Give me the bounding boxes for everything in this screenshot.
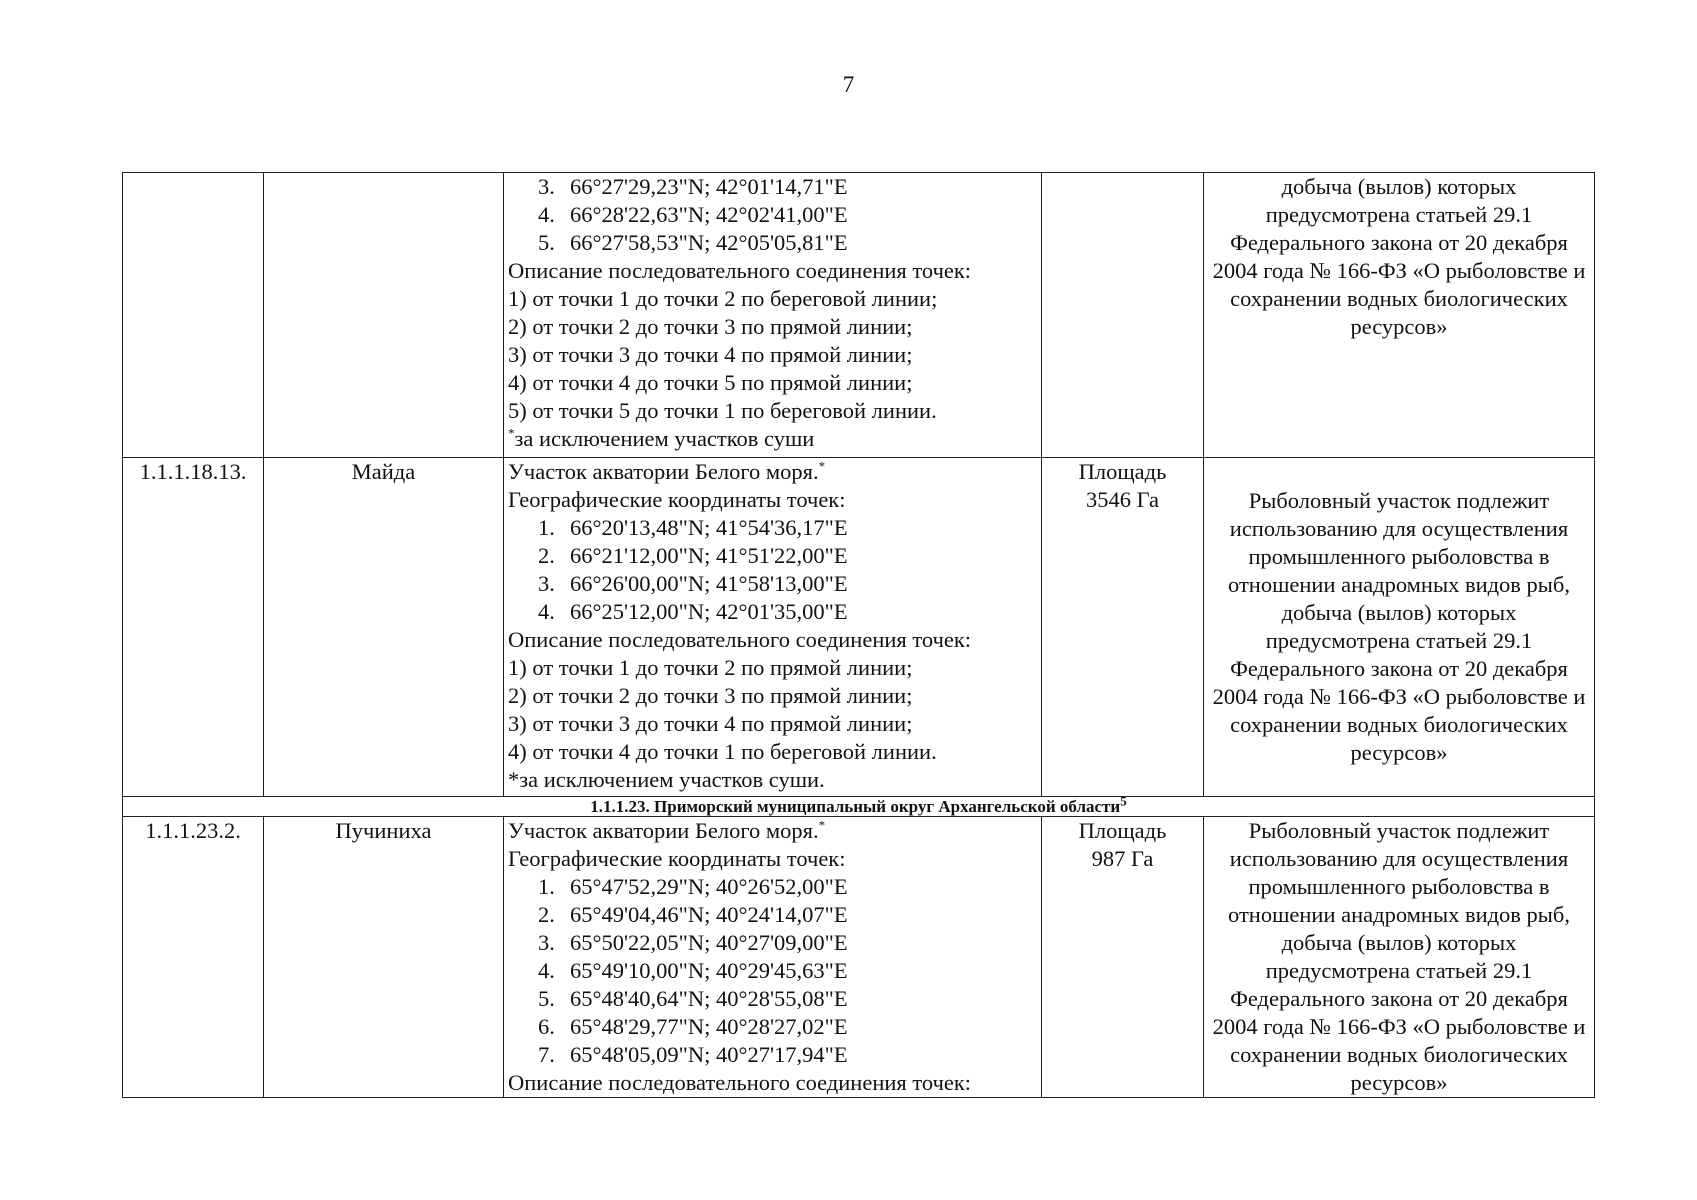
connection-line: 1) от точки 1 до точки 2 по прямой линии;: [508, 655, 913, 680]
point-number: 4.: [538, 958, 555, 983]
coordinate-list: [508, 514, 1037, 626]
point-coordinates: 65°47'52,29"N; 40°26'52,00"E: [570, 874, 848, 899]
section-header-row: [123, 797, 1595, 817]
table-row: [123, 458, 1595, 797]
point-number: 3.: [538, 174, 555, 199]
point-coordinates: 65°50'22,05"N; 40°27'09,00"E: [570, 930, 848, 955]
note-text: за исключением участков суши: [514, 426, 815, 451]
coordinate-list: [508, 873, 1037, 1069]
coordinates-header: Географические координаты точек:: [508, 487, 846, 512]
section-title-text: 1.1.1.23. Приморский муниципальный округ Архангельской области: [590, 797, 1121, 816]
connection-line: 4) от точки 4 до точки 5 по прямой линии;: [508, 370, 913, 395]
table-row: [123, 817, 1595, 1098]
area-size: [1042, 173, 1204, 458]
intro-text: Участок акватории Белого моря.: [508, 818, 819, 843]
area-purpose: Рыболовный участок подлежит использованию для осуществления промышленного рыболовства в отношении анадромных видов рыб, добыча (вылов) которых предусмотрена статьей 29.1 Федерального закона от 20 декабря 2004 года № 166-ФЗ «О рыболовстве и сохранении водных биологических ресурсов»: [1204, 817, 1595, 1098]
point-number: 4.: [538, 599, 555, 624]
section-title: [123, 793, 1595, 817]
coordinate-point: [508, 514, 1037, 542]
section-footnote: 5: [1120, 793, 1127, 809]
connection-line: 3) от точки 3 до точки 4 по прямой линии;: [508, 342, 913, 367]
point-number: 1.: [538, 515, 555, 540]
point-coordinates: 66°25'12,00"N; 42°01'35,00"E: [570, 599, 848, 624]
coordinate-point: [508, 542, 1037, 570]
coordinate-point: [508, 901, 1037, 929]
intro-mark: *: [818, 458, 826, 474]
area-name: [264, 173, 504, 458]
point-number: 7.: [538, 1042, 555, 1067]
connection-line: 1) от точки 1 до точки 2 по береговой линии;: [508, 286, 938, 311]
point-coordinates: 66°20'13,48"N; 41°54'36,17"E: [570, 515, 848, 540]
point-coordinates: 65°48'40,64"N; 40°28'55,08"E: [570, 986, 848, 1011]
point-coordinates: 65°49'04,46"N; 40°24'14,07"E: [570, 902, 848, 927]
page-number: 7: [842, 72, 855, 97]
area-size: [1042, 817, 1204, 1098]
connection-header: Описание последовательного соединения точек:: [508, 258, 972, 283]
point-coordinates: 65°48'05,09"N; 40°27'17,94"E: [570, 1042, 848, 1067]
coordinate-point: [508, 929, 1037, 957]
point-number: 5.: [538, 230, 555, 255]
coordinate-point: [508, 229, 1037, 257]
point-number: 1.: [538, 874, 555, 899]
intro-mark: *: [818, 817, 826, 833]
point-number: 2.: [538, 543, 555, 568]
point-number: 5.: [538, 986, 555, 1011]
connection-header: Описание последовательного соединения точек:: [508, 627, 972, 652]
connection-line: 2) от точки 2 до точки 3 по прямой линии;: [508, 683, 913, 708]
connection-list: [508, 285, 1037, 425]
area-name: Майда: [264, 458, 504, 797]
point-number: 4.: [538, 202, 555, 227]
area-label: Площадь: [1078, 818, 1167, 843]
connection-line: 4) от точки 4 до точки 1 по береговой линии.: [508, 739, 937, 764]
area-label: Площадь: [1078, 459, 1167, 484]
point-number: 2.: [538, 902, 555, 927]
table-row: [123, 173, 1595, 458]
area-intro: [508, 817, 1037, 845]
area-purpose: Рыболовный участок подлежит использованию для осуществления промышленного рыболовства в отношении анадромных видов рыб, добыча (вылов) которых предусмотрена статьей 29.1 Федерального закона от 20 декабря 2004 года № 166-ФЗ «О рыболовстве и сохранении водных биологических ресурсов»: [1204, 458, 1595, 797]
point-coordinates: 65°48'29,77"N; 40°28'27,02"E: [570, 1014, 848, 1039]
coordinate-point: [508, 201, 1037, 229]
intro-text: Участок акватории Белого моря.: [508, 459, 819, 484]
point-number: 3.: [538, 571, 555, 596]
area-purpose: добыча (вылов) которых предусмотрена статьей 29.1 Федерального закона от 20 декабря 2004 года № 166-ФЗ «О рыболовстве и сохранении водных биологических ресурсов»: [1204, 173, 1595, 458]
connection-line: 2) от точки 2 до точки 3 по прямой линии;: [508, 314, 913, 339]
exclusion-note: *за исключением участков суши.: [508, 767, 825, 792]
coordinate-list: [508, 173, 1037, 257]
connection-line: 5) от точки 5 до точки 1 по береговой линии.: [508, 398, 937, 423]
coordinate-point: [508, 570, 1037, 598]
fishing-areas-table: [122, 172, 1595, 1098]
area-description: [504, 173, 1042, 458]
point-coordinates: 66°21'12,00"N; 41°51'22,00"E: [570, 543, 848, 568]
coordinates-header: Географические координаты точек:: [508, 846, 846, 871]
coordinate-point: [508, 173, 1037, 201]
coordinate-point: [508, 957, 1037, 985]
point-coordinates: 66°28'22,63"N; 42°02'41,00"E: [570, 202, 848, 227]
point-number: 6.: [538, 1014, 555, 1039]
connection-header: Описание последовательного соединения точек:: [508, 1070, 972, 1095]
area-size: [1042, 458, 1204, 797]
row-number: [123, 173, 264, 458]
coordinate-point: [508, 598, 1037, 626]
point-coordinates: 66°26'00,00"N; 41°58'13,00"E: [570, 571, 848, 596]
area-intro: [508, 458, 1037, 486]
note-mark: *: [508, 425, 515, 441]
area-value: 987 Га: [1091, 846, 1154, 871]
row-number: 1.1.1.18.13.: [123, 458, 264, 797]
point-coordinates: 66°27'29,23"N; 42°01'14,71"E: [570, 174, 848, 199]
row-number: 1.1.1.23.2.: [123, 817, 264, 1098]
coordinate-point: [508, 873, 1037, 901]
connection-line: 3) от точки 3 до точки 4 по прямой линии;: [508, 711, 913, 736]
point-number: 3.: [538, 930, 555, 955]
area-value: 3546 Га: [1085, 487, 1160, 512]
point-coordinates: 66°27'58,53"N; 42°05'05,81"E: [570, 230, 848, 255]
exclusion-note: [508, 425, 1037, 453]
coordinate-point: [508, 1041, 1037, 1069]
coordinate-point: [508, 985, 1037, 1013]
area-description: [504, 458, 1042, 797]
point-coordinates: 65°49'10,00"N; 40°29'45,63"E: [570, 958, 848, 983]
coordinate-point: [508, 1013, 1037, 1041]
connection-list: [508, 654, 1037, 766]
area-name: Пучиниха: [264, 817, 504, 1098]
area-description: [504, 817, 1042, 1098]
